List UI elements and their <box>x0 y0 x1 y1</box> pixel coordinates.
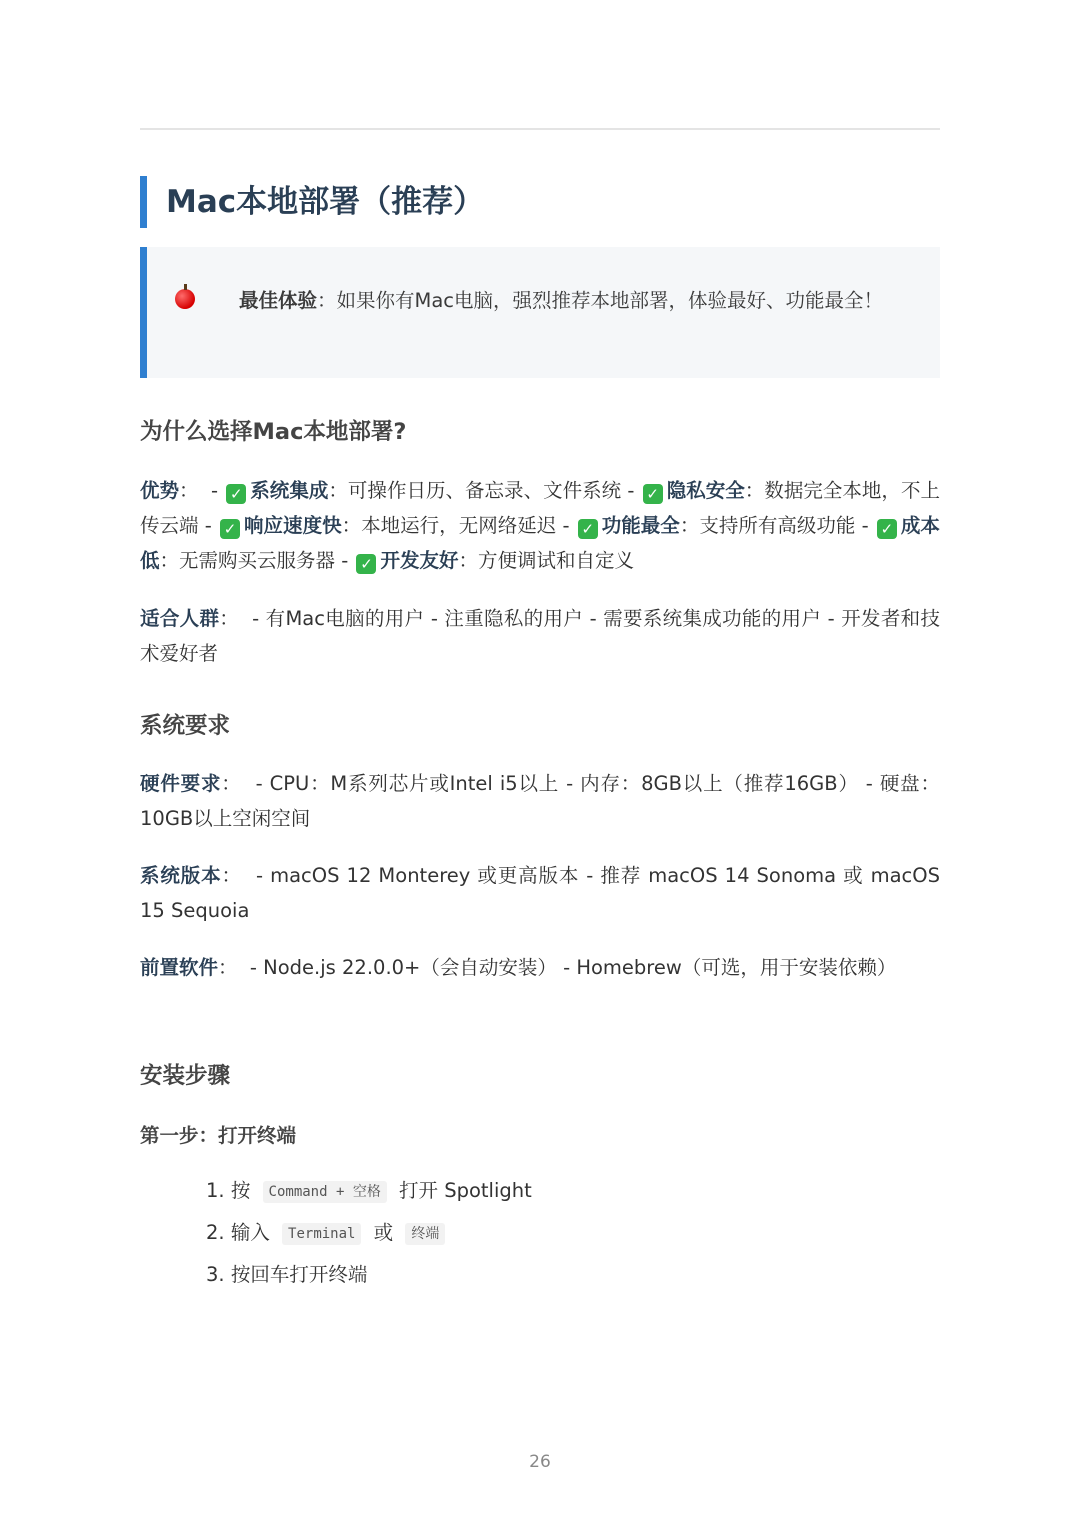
audience-item: 需要系统集成功能的用户 <box>603 607 822 630</box>
adv-name: 系统集成 <box>250 479 329 502</box>
document-page <box>140 0 940 1527</box>
adv-desc: 本地运行，无网络延迟 <box>361 514 557 537</box>
adv-desc: 无需购买云服务器 <box>179 549 336 572</box>
top-divider <box>140 128 940 130</box>
hardware-paragraph: 硬件要求： - CPU：M系列芯片或Intel i5以上 - 内存：8GB以上（推荐16GB） - 硬盘：10GB以上空闲空间 <box>140 772 940 830</box>
check-icon: ✓ <box>356 554 376 574</box>
step-text: 或 <box>373 1221 394 1244</box>
adv-name: 开发友好 <box>380 549 459 572</box>
section-title-text: Mac本地部署（推荐） <box>166 184 485 220</box>
adv-desc: 可操作日历、备忘录、文件系统 <box>347 479 622 502</box>
adv-desc: 方便调试和自定义 <box>478 549 635 572</box>
title-accent-bar <box>140 176 147 228</box>
os-item: macOS 12 Monterey 或更高版本 <box>270 864 580 887</box>
step1-title: 第一步：打开终端 <box>140 1124 297 1147</box>
check-icon: ✓ <box>578 519 598 539</box>
step-text: 打开 Spotlight <box>399 1179 532 1202</box>
callout-text: 如果你有Mac电脑，强烈推荐本地部署，体验最好、功能最全！ <box>336 289 884 312</box>
install-heading: 安装步骤 <box>140 1063 231 1089</box>
hardware-label: 硬件要求 <box>140 772 222 795</box>
adv-desc: 数据完全本地，不上传云端 <box>140 479 940 537</box>
hardware-item: 内存：8GB以上（推荐16GB） <box>580 772 859 795</box>
check-icon: ✓ <box>226 484 246 504</box>
list-item <box>206 1172 532 1214</box>
audience-label: 适合人群 <box>140 607 220 630</box>
adv-name: 成本低 <box>140 514 940 572</box>
os-item: 推荐 macOS 14 Sonoma 或 macOS 15 Sequoia <box>140 864 940 922</box>
os-label: 系统版本 <box>140 864 222 887</box>
step-text: 按回车打开终端 <box>230 1263 368 1286</box>
why-heading: 为什么选择Mac本地部署? <box>140 419 407 445</box>
adv-desc: 支持所有高级功能 <box>699 514 856 537</box>
list-item <box>206 1256 532 1298</box>
install-steps-list <box>206 1172 532 1298</box>
check-icon: ✓ <box>220 519 240 539</box>
advantages-label: 优势 <box>140 479 180 502</box>
audience-item: 注重隐私的用户 <box>444 607 584 630</box>
page-number: 26 <box>529 1452 551 1472</box>
callout-sep: ： <box>317 289 337 312</box>
software-label: 前置软件 <box>140 956 219 979</box>
requirements-heading: 系统要求 <box>140 713 231 739</box>
section-title <box>140 176 940 228</box>
check-icon: ✓ <box>877 519 897 539</box>
tip-callout <box>140 247 940 378</box>
apple-icon <box>175 289 195 309</box>
audience-item: 开发者和技术爱好者 <box>140 607 940 665</box>
hardware-item: 硬盘：10GB以上空闲空间 <box>140 772 940 830</box>
step-number: 3. <box>206 1263 225 1286</box>
inline-code: Terminal <box>282 1223 361 1245</box>
step-text: 按 <box>230 1179 251 1202</box>
inline-code: Command + 空格 <box>263 1181 387 1203</box>
audience-paragraph: 适合人群： - 有Mac电脑的用户 - 注重隐私的用户 - 需要系统集成功能的用户 - 开发者和技术爱好者 <box>140 607 940 665</box>
list-item <box>206 1214 532 1256</box>
step-number: 1. <box>206 1179 225 1202</box>
callout-body <box>175 283 920 318</box>
inline-code: 终端 <box>405 1223 445 1245</box>
os-paragraph: 系统版本： - macOS 12 Monterey 或更高版本 - 推荐 macOS 14 Sonoma 或 macOS 15 Sequoia <box>140 864 940 922</box>
software-item: Homebrew（可选，用于安装依赖） <box>576 956 897 979</box>
step-number: 2. <box>206 1221 225 1244</box>
software-item: Node.js 22.0.0+（会自动安装） <box>263 956 557 979</box>
adv-name: 响应速度快 <box>244 514 342 537</box>
adv-name: 隐私安全 <box>666 479 745 502</box>
callout-accent-bar <box>140 247 147 378</box>
advantages-paragraph: 优势： - ✓ 系统集成：可操作日历、备忘录、文件系统 - ✓ 隐私安全：数据完全本地，不上传云端 - ✓ 响应速度快：本地运行，无网络延迟 - ✓ 功能最全：支持所有高级功能 - ✓ 成本低：无需购买云服务器 - ✓ 开发友好：方便调试和自定义 <box>140 479 940 573</box>
hardware-item: CPU：M系列芯片或Intel i5以上 <box>269 772 560 795</box>
adv-name: 功能最全 <box>601 514 680 537</box>
audience-item: 有Mac电脑的用户 <box>265 607 425 630</box>
check-icon: ✓ <box>643 484 663 504</box>
callout-label: 最佳体验 <box>239 289 318 312</box>
software-paragraph: 前置软件： - Node.js 22.0.0+（会自动安装） - Homebrew（可选，用于安装依赖） <box>140 956 897 979</box>
step-text: 输入 <box>230 1221 270 1244</box>
